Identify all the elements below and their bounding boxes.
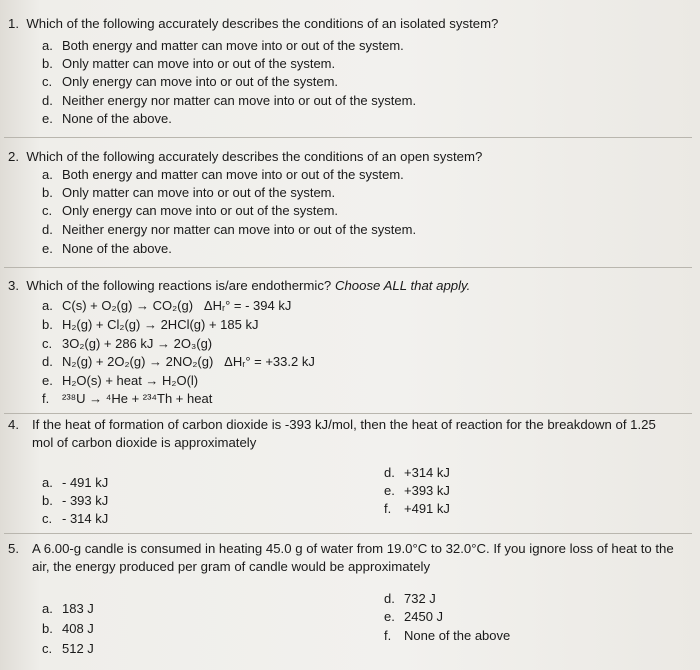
divider <box>4 413 692 414</box>
q1-option-c[interactable]: c. Only energy can move into or out of the system. <box>42 74 339 89</box>
q4-option-a[interactable]: a. - 491 kJ <box>42 475 109 490</box>
q1-option-e[interactable]: e. None of the above. <box>42 111 172 126</box>
q3-option-f[interactable]: f. ²³⁸U → ⁴He + ²³⁴Th + heat <box>42 391 213 406</box>
q2-option-d[interactable]: d. Neither energy nor matter can move into or out of the system. <box>42 222 417 237</box>
q3-option-d[interactable]: d. N₂(g) + 2O₂(g) → 2NO₂(g) ΔHᵣ° = +33.2 kJ <box>42 354 315 369</box>
divider <box>4 137 692 138</box>
q1-option-a[interactable]: a. Both energy and matter can move into or out of the system. <box>42 38 404 53</box>
q4-option-b[interactable]: b. - 393 kJ <box>42 493 109 508</box>
question-4-prompt: If the heat of formation of carbon dioxide is -393 kJ/mol, then the heat of reaction for the breakdown of 1.25 mol of carbon dioxide is approximately <box>32 417 656 450</box>
q4-option-e[interactable]: e. +393 kJ <box>384 483 450 498</box>
question-3-number: 3. <box>8 278 19 293</box>
q5-option-f[interactable]: f. None of the above <box>384 628 511 643</box>
q2-option-c[interactable]: c. Only energy can move into or out of the system. <box>42 203 339 218</box>
question-4-text <box>8 416 668 452</box>
q2-option-e[interactable]: e. None of the above. <box>42 241 172 256</box>
q3-option-e[interactable]: e. H₂O(s) + heat → H₂O(l) <box>42 373 199 388</box>
question-4-number: 4. <box>8 417 19 432</box>
question-3-prompt: Which of the following reactions is/are endothermic? <box>26 278 332 293</box>
question-3-instruction: Choose ALL that apply. <box>334 278 471 293</box>
question-5-text <box>8 540 688 576</box>
question-3-text <box>8 277 470 295</box>
q3-option-b[interactable]: b. H₂(g) + Cl₂(g) → 2HCl(g) + 185 kJ <box>42 317 259 332</box>
q5-option-d[interactable]: d. 732 J <box>384 591 436 606</box>
question-2-text <box>8 148 482 166</box>
q5-option-c[interactable]: c. 512 J <box>42 641 94 656</box>
q4-option-c[interactable]: c. - 314 kJ <box>42 511 109 526</box>
q3-option-c[interactable]: c. 3O₂(g) + 286 kJ → 2O₃(g) <box>42 336 213 351</box>
q4-option-d[interactable]: d. +314 kJ <box>384 465 450 480</box>
q4-option-f[interactable]: f. +491 kJ <box>384 501 450 516</box>
question-2-number: 2. <box>8 149 19 164</box>
divider <box>4 533 692 534</box>
divider <box>4 267 692 268</box>
q1-option-d[interactable]: d. Neither energy nor matter can move into or out of the system. <box>42 93 417 108</box>
q3-option-a[interactable]: a. C(s) + O₂(g) → CO₂(g) ΔHᵣ° = - 394 kJ <box>42 298 292 313</box>
q2-option-a[interactable]: a. Both energy and matter can move into or out of the system. <box>42 167 404 182</box>
q5-option-b[interactable]: b. 408 J <box>42 621 94 636</box>
question-5-prompt: A 6.00-g candle is consumed in heating 45.0 g of water from 19.0°C to 32.0°C. If you ignore loss of heat to the air, the energy produced per gram of candle would be approximately <box>32 541 674 574</box>
q1-option-b[interactable]: b. Only matter can move into or out of the system. <box>42 56 336 71</box>
q5-option-e[interactable]: e. 2450 J <box>384 609 444 624</box>
question-1-number: 1. <box>8 16 19 31</box>
question-5-number: 5. <box>8 541 19 556</box>
question-2-prompt: Which of the following accurately describes the conditions of an open system? <box>26 149 483 164</box>
question-1-prompt: Which of the following accurately describes the conditions of an isolated system? <box>26 16 499 31</box>
q2-option-b[interactable]: b. Only matter can move into or out of the system. <box>42 185 336 200</box>
question-1-text <box>8 15 498 33</box>
q5-option-a[interactable]: a. 183 J <box>42 601 94 616</box>
